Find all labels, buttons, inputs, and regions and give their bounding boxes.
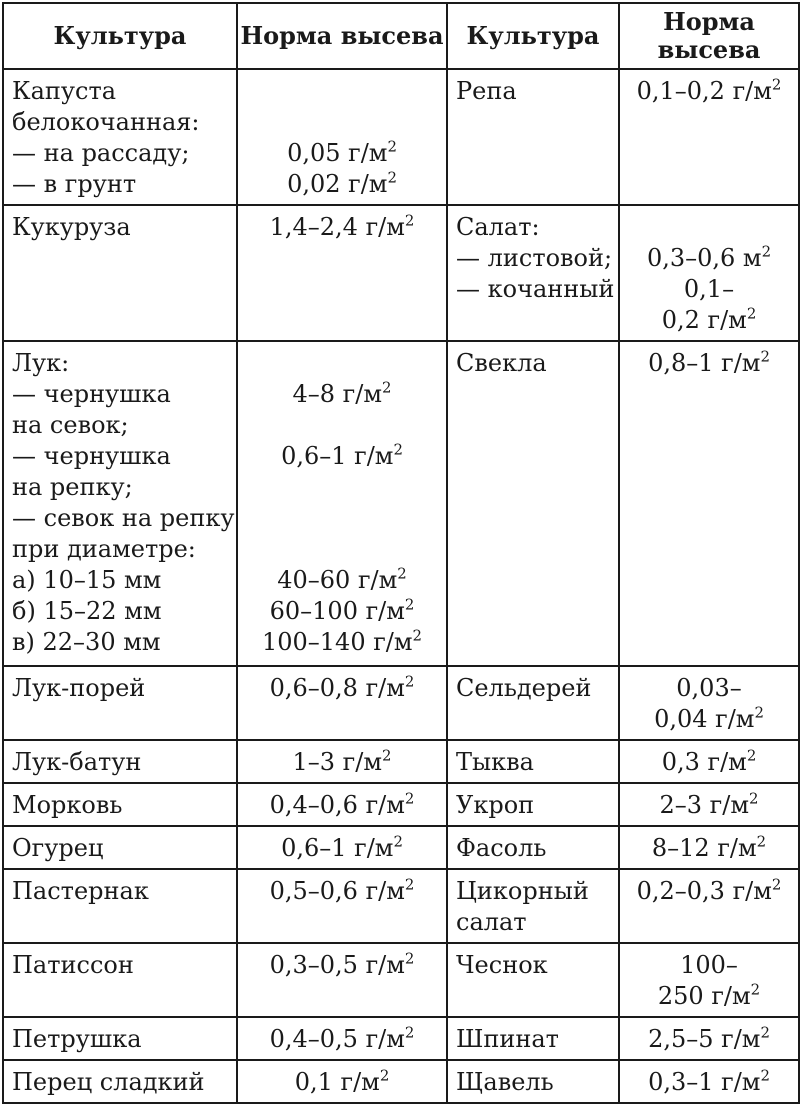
cell-line: 2–3 $г/м^2$ (659, 789, 759, 819)
cell-line: Салат: (456, 213, 540, 241)
right-culture-cell (447, 69, 619, 205)
cell-line: 0,1–0,2 $г/м^2$ (636, 75, 782, 105)
cell-line: — листовой; (456, 244, 613, 272)
left-rate-cell (237, 943, 447, 1017)
right-rate-cell (619, 783, 799, 826)
left-culture-cell (3, 1060, 237, 1103)
right-rate-cell (619, 826, 799, 869)
right-culture-cell (447, 341, 619, 666)
cell-line: 0,3–0,6 $м^2$ (646, 242, 772, 272)
left-rate-cell (237, 1060, 447, 1103)
cell-line: Цикорный (456, 877, 589, 905)
cell-line: 0,03– (676, 674, 742, 702)
cell-line: 0,1– (683, 275, 735, 303)
table-row (3, 69, 799, 205)
cell-line: Чеснок (456, 951, 548, 979)
cell-line: — севок на репку (12, 504, 235, 532)
cell-line: 0,6–1 $г/м^2$ (281, 440, 403, 470)
cell-line: 0,6–0,8 $г/м^2$ (269, 672, 415, 702)
table-row (3, 666, 799, 740)
left-rate-cell (237, 666, 447, 740)
cell-line: 40–60 $г/м^2$ (277, 564, 407, 594)
right-rate-cell (619, 869, 799, 943)
cell-line: 100–140 $г/м^2$ (261, 626, 423, 656)
right-culture-cell (447, 869, 619, 943)
cell-line: 0,2–0,3 $г/м^2$ (636, 875, 782, 905)
left-rate-cell (237, 740, 447, 783)
cell-line: Пастернак (12, 877, 149, 905)
cell-line: 0,2 $г/м^2$ (661, 304, 757, 334)
left-rate-cell (237, 205, 447, 341)
cell-line (238, 107, 446, 138)
cell-line: 1,4–2,4 $г/м^2$ (269, 211, 415, 241)
header-rate-right-line2: высева (657, 35, 761, 64)
left-culture-cell (3, 205, 237, 341)
cell-line: Лук: (12, 349, 70, 377)
cell-line: 0,1 $г/м^2$ (294, 1066, 390, 1096)
right-culture-cell (447, 666, 619, 740)
cell-line: — в грунт (12, 170, 137, 198)
left-culture-cell (3, 869, 237, 943)
cell-line: 2,5–5 $г/м^2$ (648, 1023, 770, 1053)
cell-line (238, 410, 446, 441)
left-culture-cell (3, 740, 237, 783)
left-rate-cell (237, 341, 447, 666)
cell-line: Щавель (456, 1068, 554, 1096)
right-culture-cell (447, 783, 619, 826)
cell-line (238, 76, 446, 107)
cell-line: — чернушка (12, 380, 171, 408)
table-row (3, 869, 799, 943)
cell-line: 0,02 $г/м^2$ (287, 168, 397, 198)
right-culture-cell (447, 826, 619, 869)
cell-line: 0,6–1 $г/м^2$ (281, 832, 403, 862)
right-rate-cell (619, 341, 799, 666)
right-rate-cell (619, 69, 799, 205)
cell-line: б) 15–22 мм (12, 597, 162, 625)
cell-line: Лук-порей (12, 674, 146, 702)
left-rate-cell (237, 1017, 447, 1060)
right-rate-cell (619, 1017, 799, 1060)
cell-line: 100– (680, 951, 738, 979)
cell-line: 0,3–1 $г/м^2$ (648, 1066, 770, 1096)
cell-line: 0,5–0,6 $г/м^2$ (269, 875, 415, 905)
cell-line: 0,4–0,5 $г/м^2$ (269, 1023, 415, 1053)
cell-line (620, 212, 798, 243)
table-row (3, 1060, 799, 1103)
cell-line (238, 348, 446, 379)
cell-line: 60–100 $г/м^2$ (269, 595, 415, 625)
left-culture-cell (3, 1017, 237, 1060)
table-row (3, 943, 799, 1017)
left-rate-cell (237, 826, 447, 869)
right-culture-cell (447, 740, 619, 783)
cell-line: 0,3–0,5 $г/м^2$ (269, 949, 415, 979)
cell-line (238, 472, 446, 503)
cell-line: — кочанный (456, 275, 615, 303)
cell-line: Тыква (456, 748, 534, 776)
table-row (3, 740, 799, 783)
cell-line: 0,3 $г/м^2$ (661, 746, 757, 776)
table-row (3, 826, 799, 869)
header-row (3, 3, 799, 69)
left-rate-cell (237, 869, 447, 943)
cell-line: 0,04 $г/м^2$ (654, 703, 764, 733)
table-row (3, 783, 799, 826)
left-culture-cell (3, 943, 237, 1017)
right-culture-cell (447, 943, 619, 1017)
table-body (3, 69, 799, 1103)
table-row (3, 341, 799, 666)
left-culture-cell (3, 666, 237, 740)
cell-line: на репку; (12, 473, 133, 501)
cell-line (238, 534, 446, 565)
header-culture-left: Культура (3, 3, 237, 69)
left-culture-cell (3, 69, 237, 205)
right-rate-cell (619, 205, 799, 341)
cell-line: — чернушка (12, 442, 171, 470)
cell-line: на севок; (12, 411, 129, 439)
cell-line: при диаметре: (12, 535, 196, 563)
cell-line: 4–8 $г/м^2$ (292, 378, 392, 408)
left-culture-cell (3, 826, 237, 869)
header-culture-right: Культура (447, 3, 619, 69)
right-culture-cell (447, 1017, 619, 1060)
right-rate-cell (619, 740, 799, 783)
right-rate-cell (619, 666, 799, 740)
cell-line: в) 22–30 мм (12, 628, 161, 656)
cell-line: Морковь (12, 791, 123, 819)
cell-line: Фасоль (456, 834, 547, 862)
cell-line: Укроп (456, 791, 535, 819)
header-rate-right-line1: Норма (663, 7, 755, 36)
cell-line (238, 503, 446, 534)
cell-line: 8–12 $г/м^2$ (651, 832, 767, 862)
cell-line: — на рассаду; (12, 139, 190, 167)
left-rate-cell (237, 69, 447, 205)
cell-line: Перец сладкий (12, 1068, 205, 1096)
cell-line: Свекла (456, 349, 547, 377)
cell-line: 0,4–0,6 $г/м^2$ (269, 789, 415, 819)
table-row (3, 1017, 799, 1060)
cell-line: Капуста (12, 77, 117, 105)
table-row (3, 205, 799, 341)
cell-line: Патиссон (12, 951, 134, 979)
right-culture-cell (447, 205, 619, 341)
cell-line: Огурец (12, 834, 104, 862)
header-rate-right (619, 3, 799, 69)
cell-line: Сельдерей (456, 674, 592, 702)
left-rate-cell (237, 783, 447, 826)
right-rate-cell (619, 1060, 799, 1103)
cell-line: 250 $г/м^2$ (657, 980, 761, 1010)
cell-line: Кукуруза (12, 213, 131, 241)
right-culture-cell (447, 1060, 619, 1103)
right-rate-cell (619, 943, 799, 1017)
cell-line: 1–3 $г/м^2$ (292, 746, 392, 776)
cell-line: 0,05 $г/м^2$ (287, 137, 397, 167)
seeding-rate-table (2, 2, 800, 1104)
cell-line: а) 10–15 мм (12, 566, 162, 594)
cell-line: Репа (456, 77, 517, 105)
cell-line: салат (456, 908, 527, 936)
cell-line: Шпинат (456, 1025, 559, 1053)
cell-line: белокочанная: (12, 108, 200, 136)
cell-line: Лук-батун (12, 748, 142, 776)
left-culture-cell (3, 783, 237, 826)
left-culture-cell (3, 341, 237, 666)
header-rate-left: Норма высева (237, 3, 447, 69)
cell-line: Петрушка (12, 1025, 142, 1053)
cell-line: 0,8–1 $г/м^2$ (648, 347, 770, 377)
